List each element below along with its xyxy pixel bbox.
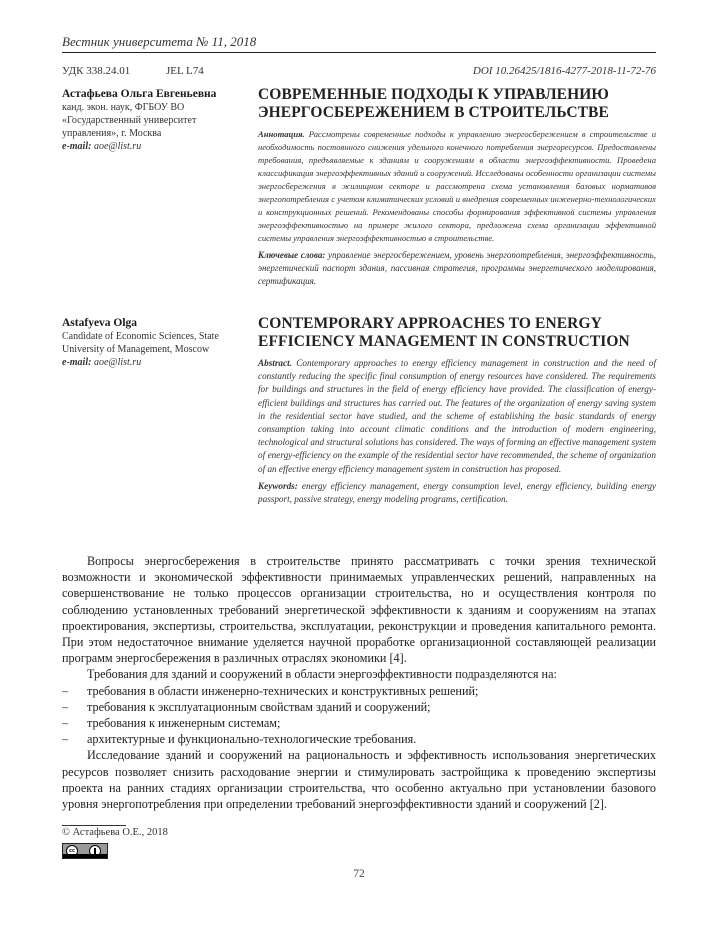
- email-label: e-mail:: [62, 357, 92, 368]
- list-item: [62, 699, 656, 715]
- keywords-text: energy efficiency management, energy consumption level, energy efficiency, building energy passport, passive strategy, energy modeling programs, certification.: [258, 480, 656, 505]
- affiliation-line: канд. экон. наук, ФГБОУ ВО: [62, 102, 185, 113]
- dash-bullet: –: [62, 683, 69, 698]
- dash-bullet: –: [62, 732, 69, 747]
- jel-code: JEL L74: [166, 65, 204, 77]
- list-item: [62, 715, 656, 731]
- affiliation-line: управления», г. Москва: [62, 128, 162, 139]
- article-title-en: [258, 315, 656, 351]
- keywords-ru: [258, 249, 656, 288]
- abstract-block-ru: [258, 86, 656, 288]
- footnote-divider: [62, 825, 126, 826]
- author-name-en: Astafyeva Olga: [62, 317, 138, 329]
- dash-bullet: –: [62, 699, 69, 714]
- dash-bullet: –: [62, 716, 69, 731]
- affiliation-line: University of Management, Moscow: [62, 344, 210, 355]
- creative-commons-icon: cc: [66, 845, 78, 857]
- doi-link[interactable]: DOI 10.26425/1816-4277-2018-11-72-76: [472, 65, 656, 77]
- abstract-en: [258, 357, 656, 476]
- list-item-text: архитектурные и функционально-технологические требования.: [87, 732, 417, 747]
- email-link[interactable]: aoe@list.ru: [93, 141, 142, 152]
- journal-running-head: Вестник университета № 11, 2018: [62, 34, 257, 49]
- list-item-text: требования в области инженерно-технических и конструктивных решений;: [87, 683, 479, 698]
- affiliation-line: Candidate of Economic Sciences, State: [62, 331, 219, 342]
- keywords-text: управление энергосбережением, уровень энергопотребления, энергоэффективность, энергетический паспорт здания, пассивная стратегия, программы энергетического моделирования, сертификация.: [258, 250, 656, 286]
- email-label: e-mail:: [62, 141, 92, 152]
- author-email-ru: [62, 140, 252, 153]
- author-name-ru: Астафьева Ольга Евгеньевна: [62, 88, 217, 100]
- article-body: [62, 553, 656, 812]
- keywords-label: Ключевые слова:: [258, 250, 326, 260]
- author-info-en: [62, 316, 252, 369]
- page-number: 72: [353, 868, 365, 880]
- annotation-text: Рассмотрены современные подходы к управлению энергосбережением в строительстве и необходимость постоянного снижения удельного конечного потребления энергоресурсов. Предоставлены требования, предъявляемые к зданиям и сооружениям в области энергоэффективности. Проведена классификация энергоэффективных зданий и сооружений. Исследованы особенности организации системы энергосбережения в жилищном секторе и рассмотрена схема установления базовых нормативов энергопотребления с учетом климатических условий и внедрения современных инженерно-технологических и конструкционных решений. Рекомендованы способы формирования эффективной системы управления энергоэффективностью на примере жилого сектора, предложена схема организации эффективной системы управления энергоэффективностью в строительстве.: [258, 129, 656, 243]
- article-title-ru: [258, 86, 656, 122]
- title-line: ЭНЕРГОСБЕРЕЖЕНИЕМ В СТРОИТЕЛЬСТВЕ: [258, 104, 609, 121]
- affiliation-line: «Государственный университет: [62, 115, 197, 126]
- abstract-label: Abstract.: [258, 358, 292, 368]
- author-info-ru: [62, 87, 252, 153]
- title-line: EFFICIENCY MANAGEMENT IN CONSTRUCTION: [258, 333, 630, 350]
- body-paragraph: Исследование зданий и сооружений на рациональность и эффективность использования энергетических ресурсов позволяет снизить расходование энергии и стимулировать застройщика к проведению экспертизы проекта на ранних стадиях организации строительства, что особенно актуально при установлении базового уровня энергопотребления при определении требований энергоэффективности зданий и сооружений [2].: [62, 748, 656, 812]
- cc-by-license-icon[interactable]: [62, 843, 108, 859]
- body-paragraph: Вопросы энергосбережения в строительстве принято рассматривать с точки зрения технической возможности и экономической эффективности принимаемых управленческих решений, направленных на совершенствование не только процессов организации строительства, но и осуществления контроля по соблюдению установленных требований энергетической эффективности к зданиям и сооружениям на этапах проектирования, экспертизы, строительства, эксплуатации, реконструкции и проведения капитального ремонта. При этом недостаточное внимание уделяется научной проработке организационной составляющей реализации программ энергосбережения в различных отраслях экономики [4].: [62, 554, 656, 666]
- list-item: [62, 731, 656, 747]
- title-line: СОВРЕМЕННЫЕ ПОДХОДЫ К УПРАВЛЕНИЮ: [258, 86, 609, 103]
- requirements-list: [62, 683, 656, 748]
- annotation-ru: [258, 128, 656, 245]
- abstract-text: Contemporary approaches to energy efficiency management in construction and the need of constantly reducing the specific final consumption of energy resources have considered. The requirements for buildings and structures in the field of energy efficiency have provided. The classification of energy-efficient buildings and structures has carried out. The features of the organization of energy saving system in the residential sector have studied, and the scheme of establishing the basic standards of energy consumption taking into account climatic conditions and the introduction of modern engineering, technological and structural solutions has considered. The ways of forming an effective management system of energy-efficiency on the example of the residential sector have recommended, the scheme of organization of an effective energy efficiency management system in construction has proposed.: [258, 358, 657, 474]
- email-link[interactable]: aoe@list.ru: [93, 357, 142, 368]
- license-strip: [63, 854, 107, 858]
- abstract-block-en: [258, 315, 656, 506]
- udk-code: УДК 338.24.01: [62, 65, 131, 77]
- title-line: CONTEMPORARY APPROACHES TO ENERGY: [258, 315, 602, 332]
- keywords-en: [258, 480, 656, 506]
- list-item-text: требования к инженерным системам;: [87, 716, 281, 731]
- copyright-notice: © Астафьева О.Е., 2018: [62, 827, 168, 838]
- keywords-label: Keywords:: [258, 480, 298, 491]
- author-email-en: [62, 356, 252, 369]
- header-divider: [62, 52, 656, 53]
- list-item: [62, 683, 656, 699]
- annotation-label: Аннотация.: [258, 129, 305, 139]
- list-item-text: требования к эксплуатационным свойствам зданий и сооружений;: [87, 699, 431, 714]
- body-paragraph: Требования для зданий и сооружений в области энергоэффективности подразделяются на:: [87, 667, 557, 682]
